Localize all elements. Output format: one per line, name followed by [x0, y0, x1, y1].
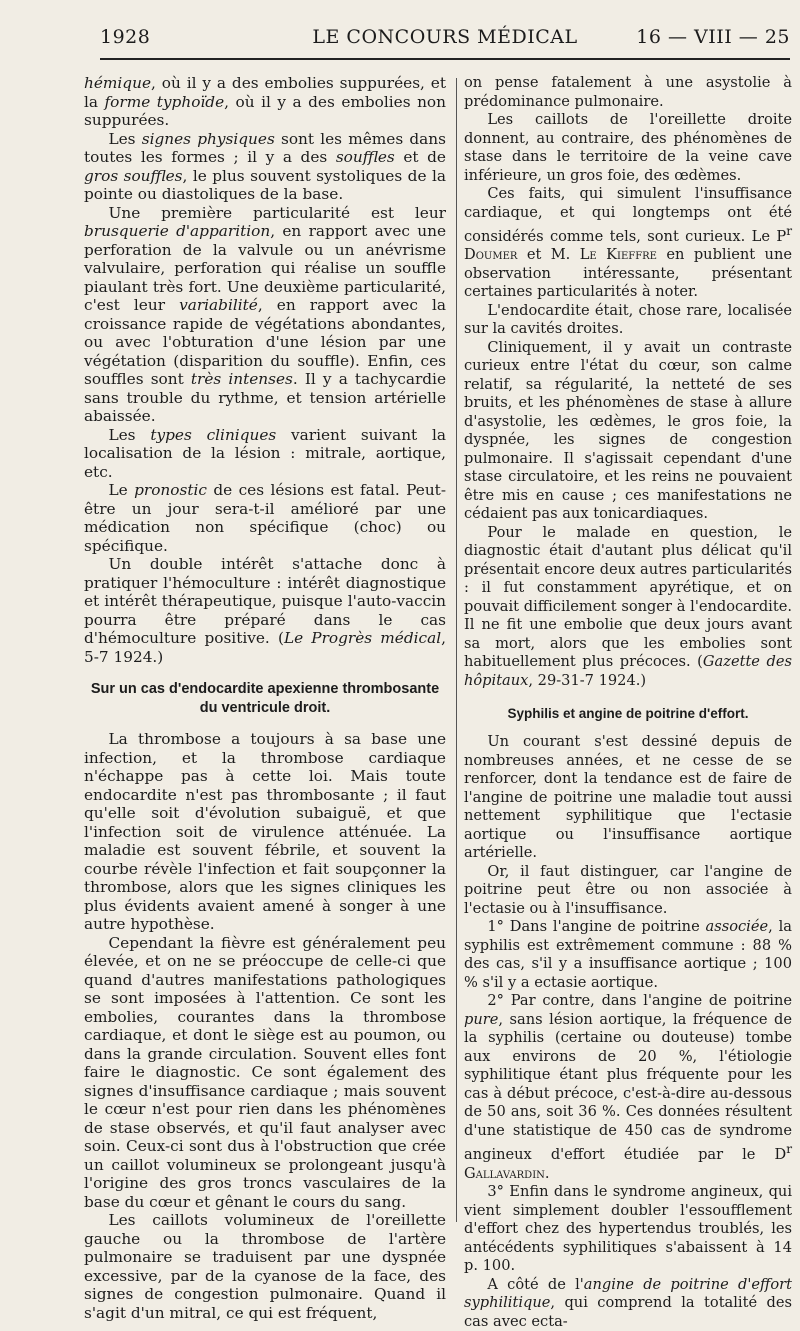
paragraph: L'endocardite était, chose rare, localisée sur la cavités droites.	[464, 301, 792, 338]
header-issue: 16 — VIII — 25	[636, 26, 790, 48]
section-heading: Sur un cas d'endocardite apexienne thrombosante du ventricule droit.	[90, 681, 440, 716]
page-header	[100, 26, 790, 60]
paragraph: La thrombose a toujours à sa base une infection, et la thrombose cardiaque n'échappe pas à cette loi. Mais toute endocardite n'est pas thrombosante ; il faut qu'elle soit d'évolution subaiguë, et que l'infection soit de virulence atténuée. La maladie est souvent fébrile, et souvent la courbe révèle l'infection et fait soupçonner la thrombose, alors que les signes cliniques les plus évidents avaient amené à songer à une autre hypothèse.	[84, 730, 446, 933]
paragraph: Les signes physiques sont les mêmes dans toutes les formes ; il y a des souffles et de gros souffles, le plus souvent systoliques de la pointe ou diastoliques de la base.	[84, 129, 446, 203]
paragraph: Les caillots volumineux de l'oreillette gauche ou la thrombose de l'artère pulmonaire se traduisent par une dyspnée excessive, par de la cyanose de la face, des signes de congestion pulmonaire. Quand il s'agit d'un mitral, ce qui est fréquent,	[84, 1211, 446, 1322]
paragraph: 3° Enfin dans le syndrome angineux, qui vient simplement doubler l'essoufflement d'effort chez des hypertendus troublés, les antécédents syphilitiques s'abaissent à 14 p. 100.	[464, 1183, 792, 1275]
paragraph: A côté de l'angine de poitrine d'effort syphilitique, qui comprend la totalité des cas avec ecta-	[464, 1275, 792, 1330]
paragraph: on pense fatalement à une asystolie à prédominance pulmonaire.	[464, 74, 792, 110]
paragraph: Un double intérêt s'attache donc à pratiquer l'hémoculture : intérêt diagnostique et intérêt thérapeutique, puisque l'auto-vaccin pourra être préparé dans le cas d'hémoculture positive. (Le Progrès médical, 5-7 1924.)	[84, 555, 446, 666]
paragraph: Cependant la fièvre est généralement peu élevée, et on ne se préoccupe de celle-ci que quand d'autres manifestations pathologiques se sont imposées à l'attention. Ce sont les embolies, courantes dans la thrombose cardiaque, et dont le siège est au poumon, ou dans la grande circulation. Souvent elles font faire le diagnostic. Ce sont également des signes d'insuffisance cardiaque ; mais souvent le cœur n'est pour rien dans les phénomènes de stase observés, et qu'il faut analyser avec soin. Ceux-ci sont dus à l'obstruction que crée un caillot volumineux se prolongeant jusqu'à l'origine des gros troncs vasculaires de la base du cœur et gênant le cours du sang.	[84, 933, 446, 1211]
header-year: 1928	[100, 26, 151, 48]
paragraph: 2° Par contre, dans l'angine de poitrine pure, sans lésion aortique, la fréquence de la syphilis (certaine ou douteuse) tombe aux environs de 20 %, l'étiologie syphilitique étant plus fréquente pour les cas à début précoce, c'est-à-dire au-dessous de 50 ans, soit 36 %. Ces données résultent d'une statistique de 450 cas de syndrome angineux d'effort étudiée par le $D^r$ Gallavardin.	[464, 992, 792, 1182]
paragraph: Le pronostic de ces lésions est fatal. Peut-être un jour sera-t-il amélioré par une médication non spécifique (choc) ou spécifique.	[84, 481, 446, 555]
column-divider	[456, 78, 457, 1222]
paragraph: Ces faits, qui simulent l'insuffisance cardiaque, et qui longtemps ont été considérés comme tels, sont curieux. Le $P^r$ Doumer et M. Le Kieffre en publient une observation intéressante, présentant certaines particularités à noter.	[464, 185, 792, 301]
paragraph: Une première particularité est leur brusquerie d'apparition, en rapport avec une perforation de la valvule ou un anévrisme valvulaire, perforation qui réalise un souffle piaulant très fort. Une deuxième particularité, c'est leur variabilité, en rapport avec la croissance rapide de végétations abondantes, ou avec l'obturation d'une lésion par une végétation (disparition du souffle). Enfin, ces souffles sont très intenses. Il y a tachycardie sans trouble du rythme, et tension artérielle abaissée.	[84, 203, 447, 425]
paragraph: 1° Dans l'angine de poitrine associée, la syphilis est extrêmement commune : 88 % des cas, s'il y a insuffisance aortique ; 100 % s'il y a ectasie aortique.	[464, 918, 792, 991]
left-column	[84, 74, 446, 1322]
section-heading: Syphilis et angine de poitrine d'effort.	[507, 706, 749, 722]
paragraph: Les types cliniques varient suivant la localisation de la lésion : mitrale, aortique, etc.	[84, 425, 446, 481]
header-journal-title: LE CONCOURS MÉDICAL	[312, 26, 578, 48]
paragraph: hémique, où il y a des embolies suppurées, et la forme typhoïde, où il y a des embolies non suppurées.	[84, 74, 446, 129]
header-rule	[100, 58, 790, 60]
paragraph: Or, il faut distinguer, car l'angine de poitrine peut être ou non associée à l'ectasie ou à l'insuffisance.	[464, 862, 792, 917]
right-column	[464, 74, 792, 1331]
paragraph: Les caillots de l'oreillette droite donnent, au contraire, des phénomènes de stase dans le territoire de la veine cave inférieure, un gros foie, des œdèmes.	[464, 111, 792, 184]
paragraph: Cliniquement, il y avait un contraste curieux entre l'état du cœur, son calme relatif, sa régularité, la netteté de ses bruits, et les phénomènes de stase à allure d'asystolie, les œdèmes, le gros foie, la dyspnée, les signes de congestion pulmonaire. Il s'agissait cependant d'une stase circulatoire, et les reins ne pouvaient être mis en cause ; ces manifestations ne cédaient pas aux tonicardiaques.	[464, 338, 792, 523]
paragraph: Un courant s'est dessiné depuis de nombreuses années, et ne cesse de se renforcer, dont la tendance est de faire de l'angine de poitrine une maladie tout aussi nettement syphilitique que l'ectasie aortique ou l'insuffisance aortique artérielle.	[464, 733, 792, 862]
paragraph: Pour le malade en question, le diagnostic était d'autant plus délicat qu'il présentait encore deux autres particularités : il fut constamment apyrétique, et on pouvait difficilement songer à l'endocardite. Il ne fit une embolie que deux jours avant sa mort, alors que les embolies sont habituellement plus précoces. (Gazette des hôpitaux, 29-31-7 1924.)	[464, 523, 792, 689]
